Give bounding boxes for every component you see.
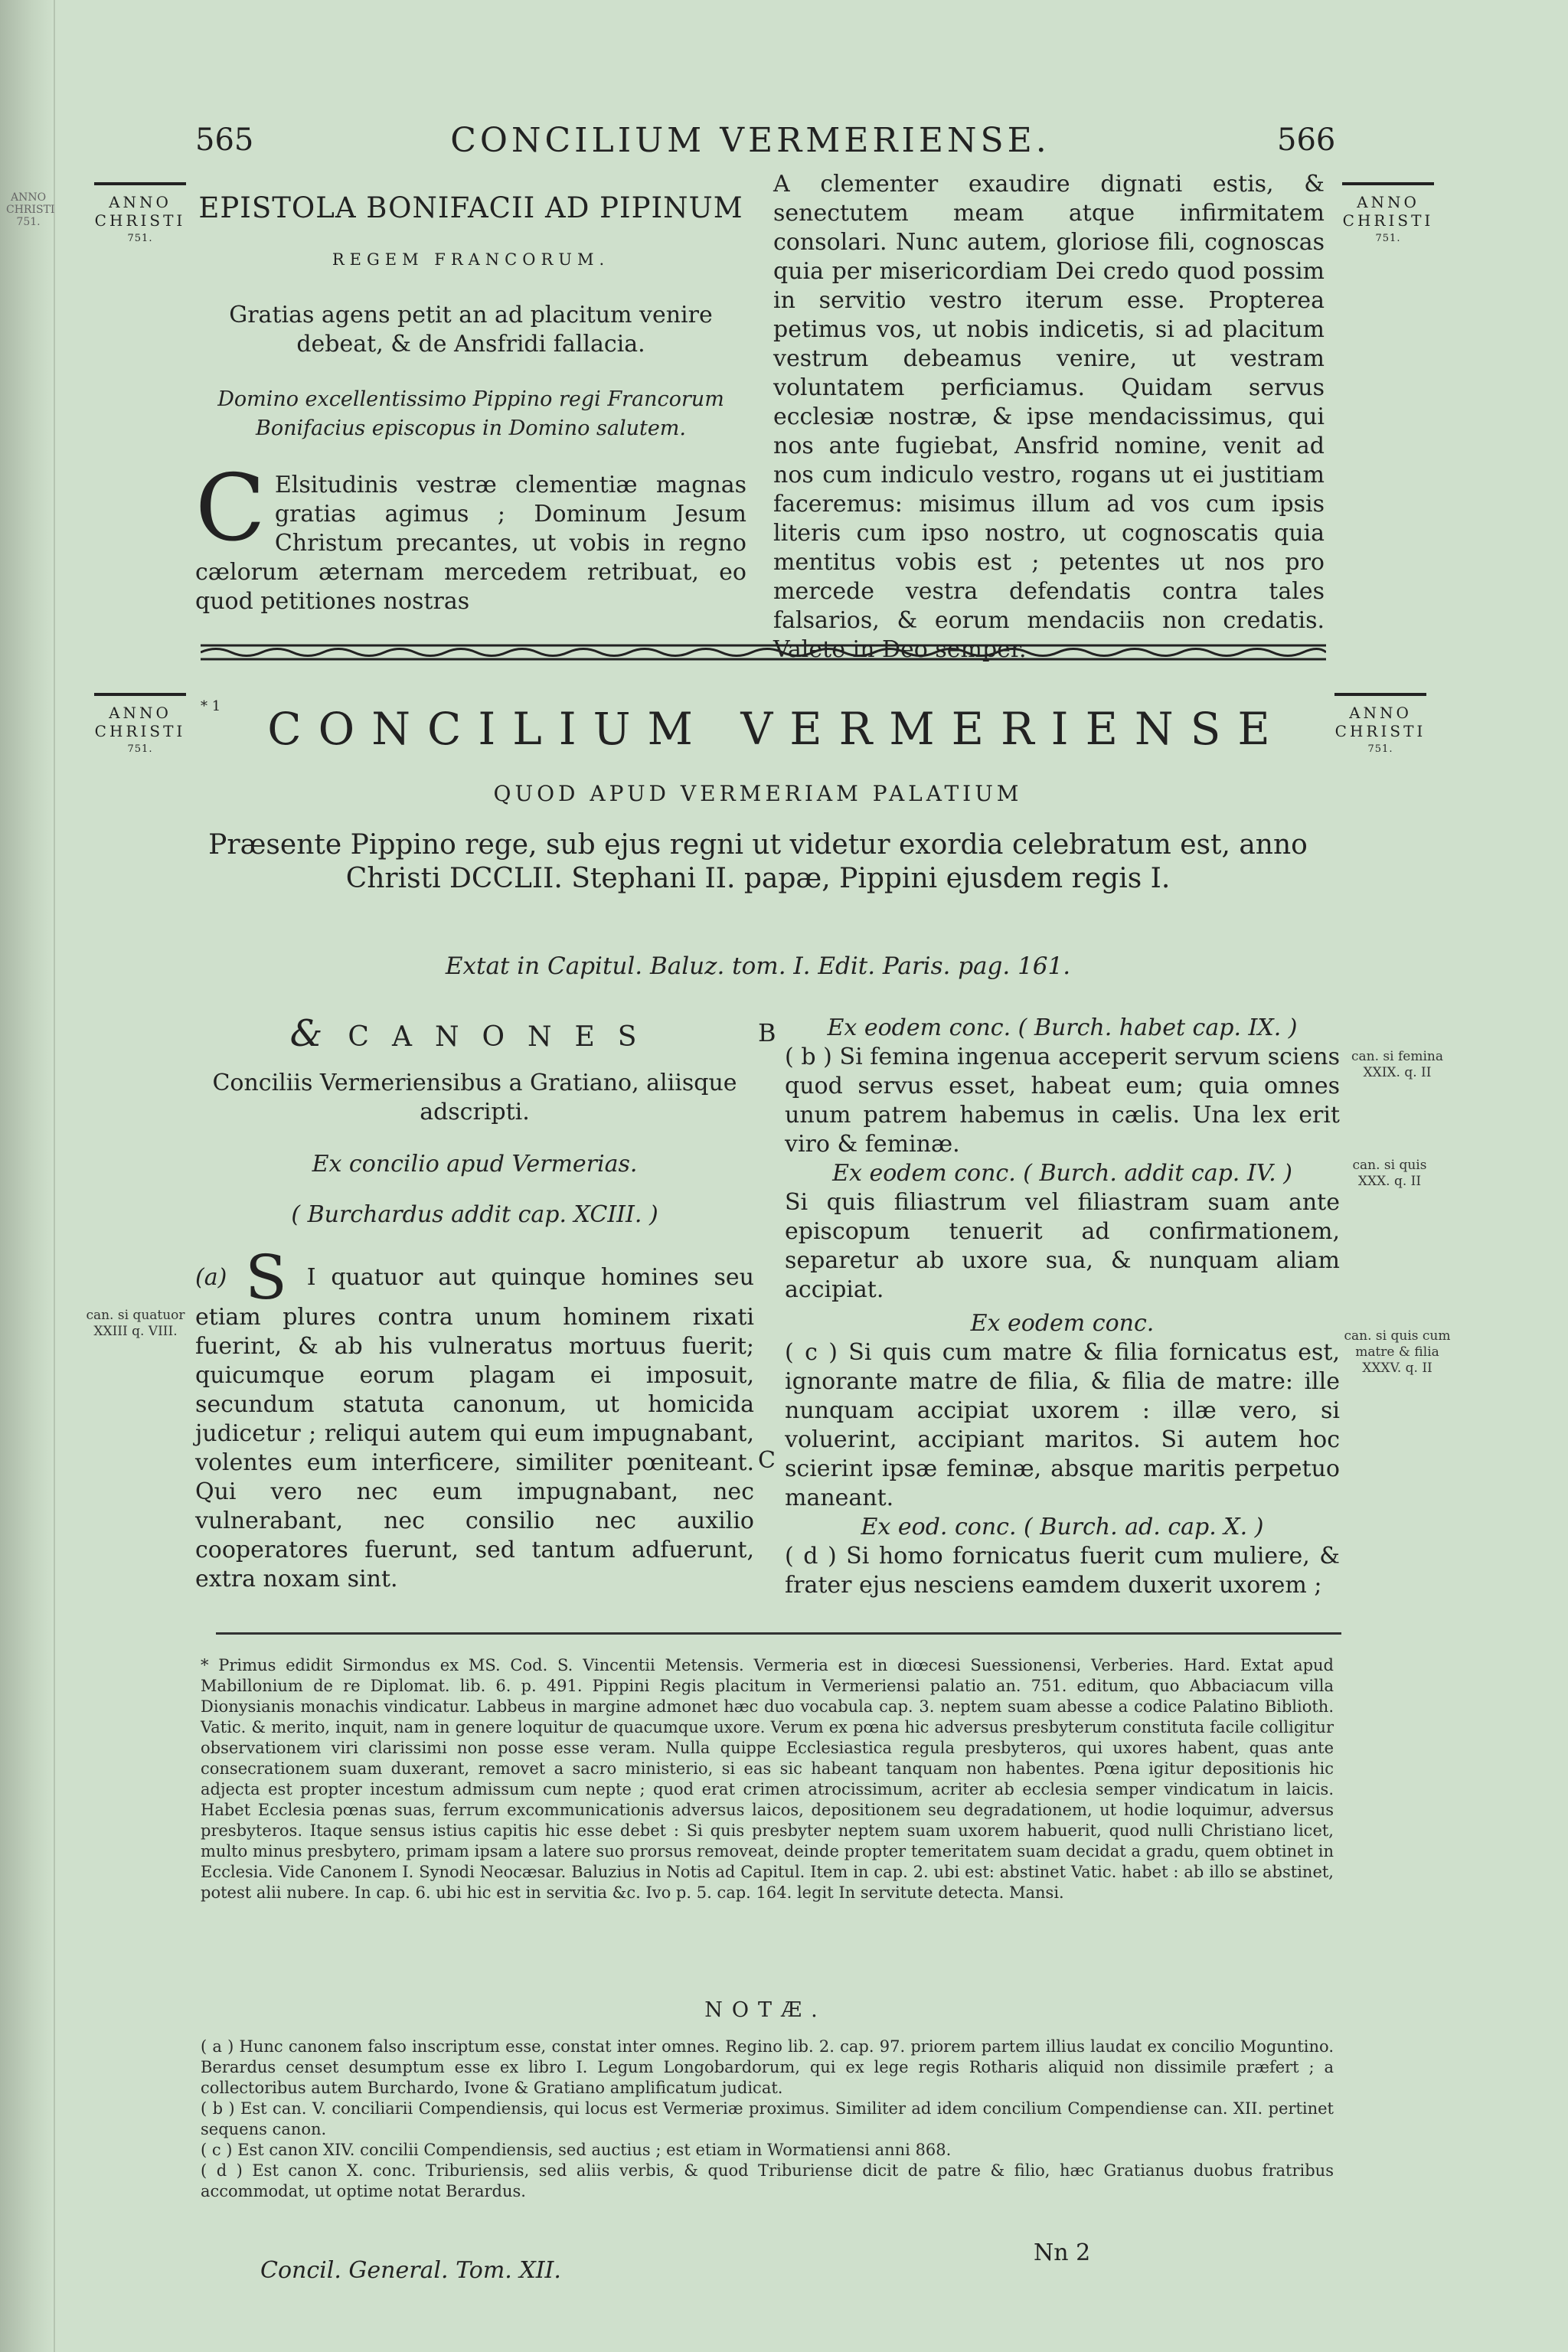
margin-anno: ANNO	[1349, 704, 1412, 722]
margin-rule	[94, 693, 186, 696]
canon-c: ( c ) Si quis cum matre & filia fornicatus est, ignorante matre de filia, & filia de matre: ille nunquam accipiat uxorem : illæ vero, si voluerint, accipiant maritos. Si autem hoc scierint ipsæ feminæ, absque maritis perpetuo maneant.	[785, 1339, 1340, 1511]
margin-christi: CHRISTI	[94, 722, 186, 740]
concilium-source: Extat in Capitul. Baluz. tom. I. Edit. Paris. pag. 161.	[445, 952, 1071, 980]
concilium-subtitle: QUOD APUD VERMERIAM PALATIUM	[493, 781, 1023, 806]
canon-a-text: I quatuor aut quinque homines seu etiam plures contra unum hominem rixati fuerint, & ab his vulneratus mortuus fuerit; quicumque eorum plagam ei imposuit, secundum statuta canonum, ut homicida judicetur ; reliqui autem qui eum impugnabant, volentes eum interficere, similiter pœniteant. Qui vero nec eum impugnabant, nec vulnerabant, nec consilio nec auxilio cooperatores fuerunt, sed tantum adfuerunt, extra noxam sint.	[195, 1264, 755, 1592]
page-number-left: 565	[195, 122, 254, 158]
epistola-subtitle: REGEM FRANCORUM.	[332, 250, 610, 269]
canon-a-label: (a)	[195, 1264, 227, 1291]
margin-anno-christi-mid-right	[1331, 693, 1430, 759]
footer-citation: Concil. General. Tom. XII.	[260, 2257, 561, 2284]
notae-list	[201, 2037, 1334, 2202]
margin-anno-christi-right	[1338, 182, 1438, 248]
canones-sub: Conciliis Vermeriensibus a Gratiano, aliisque adscripti.	[212, 1070, 737, 1125]
margin-year: 751.	[1367, 743, 1393, 755]
epistola-left-column	[195, 191, 746, 616]
margin-year: 751.	[1375, 233, 1401, 244]
margin-anno: ANNO	[1357, 193, 1419, 211]
margin-christi: CHRISTI	[94, 211, 186, 230]
ornamental-divider	[201, 641, 1326, 664]
facing-page-gutter	[0, 0, 55, 2352]
epistola-body-left-text: Elsitudinis vestræ clementiæ magnas gratias agimus ; Dominum Jesum Christum precantes, ut vobis in regno cælorum æternam mercedem retribuat, eo quod petitiones nostras	[195, 472, 746, 615]
side-ref-canon-a: can. si quatuor XXIII q. VIII.	[86, 1308, 185, 1339]
burchardus-note: ( Burchardus addit cap. XCIII. )	[291, 1201, 658, 1228]
canones-symbol: &	[289, 1012, 323, 1055]
side-ref-canon-filiastrum: can. si quis XXX. q. II	[1352, 1158, 1427, 1189]
canon-b: ( b ) Si femina ingenua acceperit servum sciens quod servus esset, habeat eum; quia omnes unum patrem habemus in cælis. Una lex erit viro & feminæ.	[785, 1044, 1340, 1158]
epistola-summary: Gratias agens petit an ad placitum venire debeat, & de Ansfridi fallacia.	[229, 302, 713, 358]
epistola-title: EPISTOLA BONIFACII AD PIPINUM	[198, 191, 743, 224]
canon-filiastrum: Si quis filiastrum vel filiastram suam ante episcopum tenuerit ad confirmationem, separetur ab uxore sua, & nunquam aliam accipiat.	[785, 1189, 1340, 1303]
canon-d: ( d ) Si homo fornicatus fuerit cum muliere, & frater ejus nesciens eamdem duxerit uxorem ;	[785, 1543, 1340, 1599]
margin-year: 751.	[127, 743, 153, 755]
margin-rule	[94, 182, 186, 185]
ex-concilio-heading: Ex concilio apud Vermerias.	[312, 1151, 638, 1178]
footnote-marker: * 1	[201, 698, 221, 714]
canon-a	[195, 1242, 755, 1594]
page-number-right: 566	[1277, 122, 1336, 158]
nota-d: ( d ) Est canon X. conc. Triburiensis, sed aliis verbis, & quod Triburiense dicit de patre & filio, hæc Gratianus duobus fratribus accommodat, ut optime notat Berardus.	[201, 2161, 1334, 2200]
margin-anno: ANNO	[109, 704, 172, 722]
margin-year: 751.	[127, 233, 153, 244]
dropcap-letter: C	[195, 456, 266, 562]
margin-christi: CHRISTI	[1334, 722, 1426, 740]
epistola-salutation: Domino excellentissimo Pippino regi Francorum Bonifacius episcopus in Domino salutem.	[217, 387, 724, 440]
concilium-intro: Præsente Pippino rege, sub ejus regni ut videtur exordia celebratum est, anno Christi DCCLII. Stephani II. papæ, Pippini ejusdem regis I.	[208, 829, 1308, 894]
margin-rule	[1342, 182, 1434, 185]
side-ref-canon-b: can. si femina XXIX. q. II	[1351, 1049, 1443, 1080]
footnote-rule	[216, 1632, 1341, 1635]
epistola-body-right: A clementer exaudire dignati estis, & senectutem meam atque infirmitatem consolari. Nunc autem, gloriose fili, cognoscas quia per misericordiam Dei credo quod possim in servitio vestro iterum esse. Propterea petimus vos, ut nobis indicetis, si ad placitum vestrum debeamus venire, ut vestram voluntatem perficiamus. Quidam servus ecclesiæ nostræ, & ipse mendacissimus, qui nos ante fugiebat, Ansfrid nomine, venit ad nos cum indiculo vestro, rogans ut ei justitiam faceremus: misimus illum ad vos cum ipsis literis cum ipso nostro, ut cognoscatis quia mentitus vobis est ; petentes ut nos pro mercede vestra defendatis contra tales falsarios, & eorum mendaciis non credatis. Valete in Deo semper.	[773, 171, 1325, 663]
signature-mark: Nn 2	[1034, 2239, 1091, 2266]
side-ref-canon-c: can. si quis cum matre & filia XXXV. q. II	[1344, 1328, 1451, 1376]
canones-right-column	[785, 1014, 1340, 1600]
margin-anno-christi-mid-left	[90, 693, 190, 759]
margin-letter-b: B	[758, 1018, 776, 1047]
ex-eodem-2-heading: Ex eodem conc. ( Burch. addit cap. IV. )	[832, 1160, 1292, 1187]
margin-rule	[1334, 693, 1426, 696]
canones-heading-line	[195, 1012, 754, 1055]
ex-eodem-b-heading: Ex eodem conc. ( Burch. habet cap. IX. )	[827, 1014, 1298, 1041]
notae-title: NOTÆ.	[704, 1998, 827, 2022]
footnote-main: * Primus edidit Sirmondus ex MS. Cod. S. Vincentii Metensis. Vermeria est in diœcesi Suessionensi, Verberies. Hard. Extat apud Mabillonium de re Diplomat. lib. 6. p. 491. Pippini Regis placitum in Vermeriensi palatio an. 751. editum, quo Abbaciacum villa Dionysianis monachis vindicatur. Labbeus in margine admonet hæc duo vocabula cap. 3. neptem suam abesse a codice Palatino Biblioth. Vatic. & merito, inquit, nam in genere loquitur de quacumque uxore. Verum ex pœna hic adversus presbyterum constituta facile colligitur observationem viri clarissimi non posse esse veram. Nulla quippe Ecclesiastica regula presbyteros, qui uxores habent, quas ante consecrationem suam duxerant, removet a sacro ministerio, si eas sic habeant tanquam non habentes. Pœna igitur depositionis hic adjecta est propter incestum admissum cum nepte ; quod erat crimen atrocissimum, acriter ab ecclesia semper vindicatum in laicis. Habet Ecclesia pœnas suas, ferrum excommunicationis adversus laicos, depositionem seu degradationem, ut hodie loquimur, adversus presbyteros. Itaque sensus istius capitis hic esse debet : Si quis presbyter neptem suam uxorem habuerit, quod nulli Christiano licet, multo minus presbytero, primam ipsam a latere suo prorsus removeat, deinde propter temeritatem suam decidat a gradu, quem obtinet in Ecclesia. Vide Canonem I. Synodi Neocæsar. Baluzius in Notis ad Capitul. Item in cap. 2. ubi est: abstinet Vatic. habet : ab illo se abstinet, potest alii nubere. In cap. 6. ubi hic est in servitia &c. Ivo p. 5. cap. 164. legit In servitute detecta. Mansi.	[201, 1656, 1334, 1902]
canones-heading: CANONES	[348, 1021, 660, 1053]
epistola-body-left	[195, 456, 746, 616]
canon-a-dropcap: S	[245, 1242, 287, 1313]
ex-eod-d-heading: Ex eod. conc. ( Burch. ad. cap. X. )	[861, 1514, 1264, 1540]
nota-a: ( a ) Hunc canonem falso inscriptum esse, constat inter omnes. Regino lib. 2. cap. 97. priorem partem illius laudat ex concilio Moguntino. Berardus censet desumptum esse ex libro I. Legum Longobardorum, qui ex lege regis Rotharis aliquid non dissimile præfert ; a collectoribus autem Burchardo, Ivone & Gratiano amplificatum judicat.	[201, 2037, 1334, 2097]
nota-b: ( b ) Est can. V. conciliarii Compendiensis, qui locus est Vermeriæ proximus. Similiter ad idem concilium Compendiense can. XII. pertinet sequens canon.	[201, 2099, 1334, 2138]
gutter-margin-fragment: ANNO CHRISTI 751.	[6, 191, 55, 228]
concilium-title: CONCILIUM VERMERIENSE	[267, 703, 1287, 755]
margin-anno-christi-left	[90, 182, 190, 248]
nota-c: ( c ) Est canon XIV. concilii Compendiensis, sed auctius ; est etiam in Wormatiensi anni 868.	[201, 2141, 952, 2159]
margin-letter-c: C	[758, 1447, 776, 1474]
canones-left-column	[195, 1012, 754, 1594]
running-title: CONCILIUM VERMERIENSE.	[450, 121, 1050, 160]
ex-eodem-c-heading: Ex eodem conc.	[970, 1310, 1155, 1337]
margin-christi: CHRISTI	[1342, 211, 1434, 230]
margin-anno: ANNO	[109, 193, 172, 211]
